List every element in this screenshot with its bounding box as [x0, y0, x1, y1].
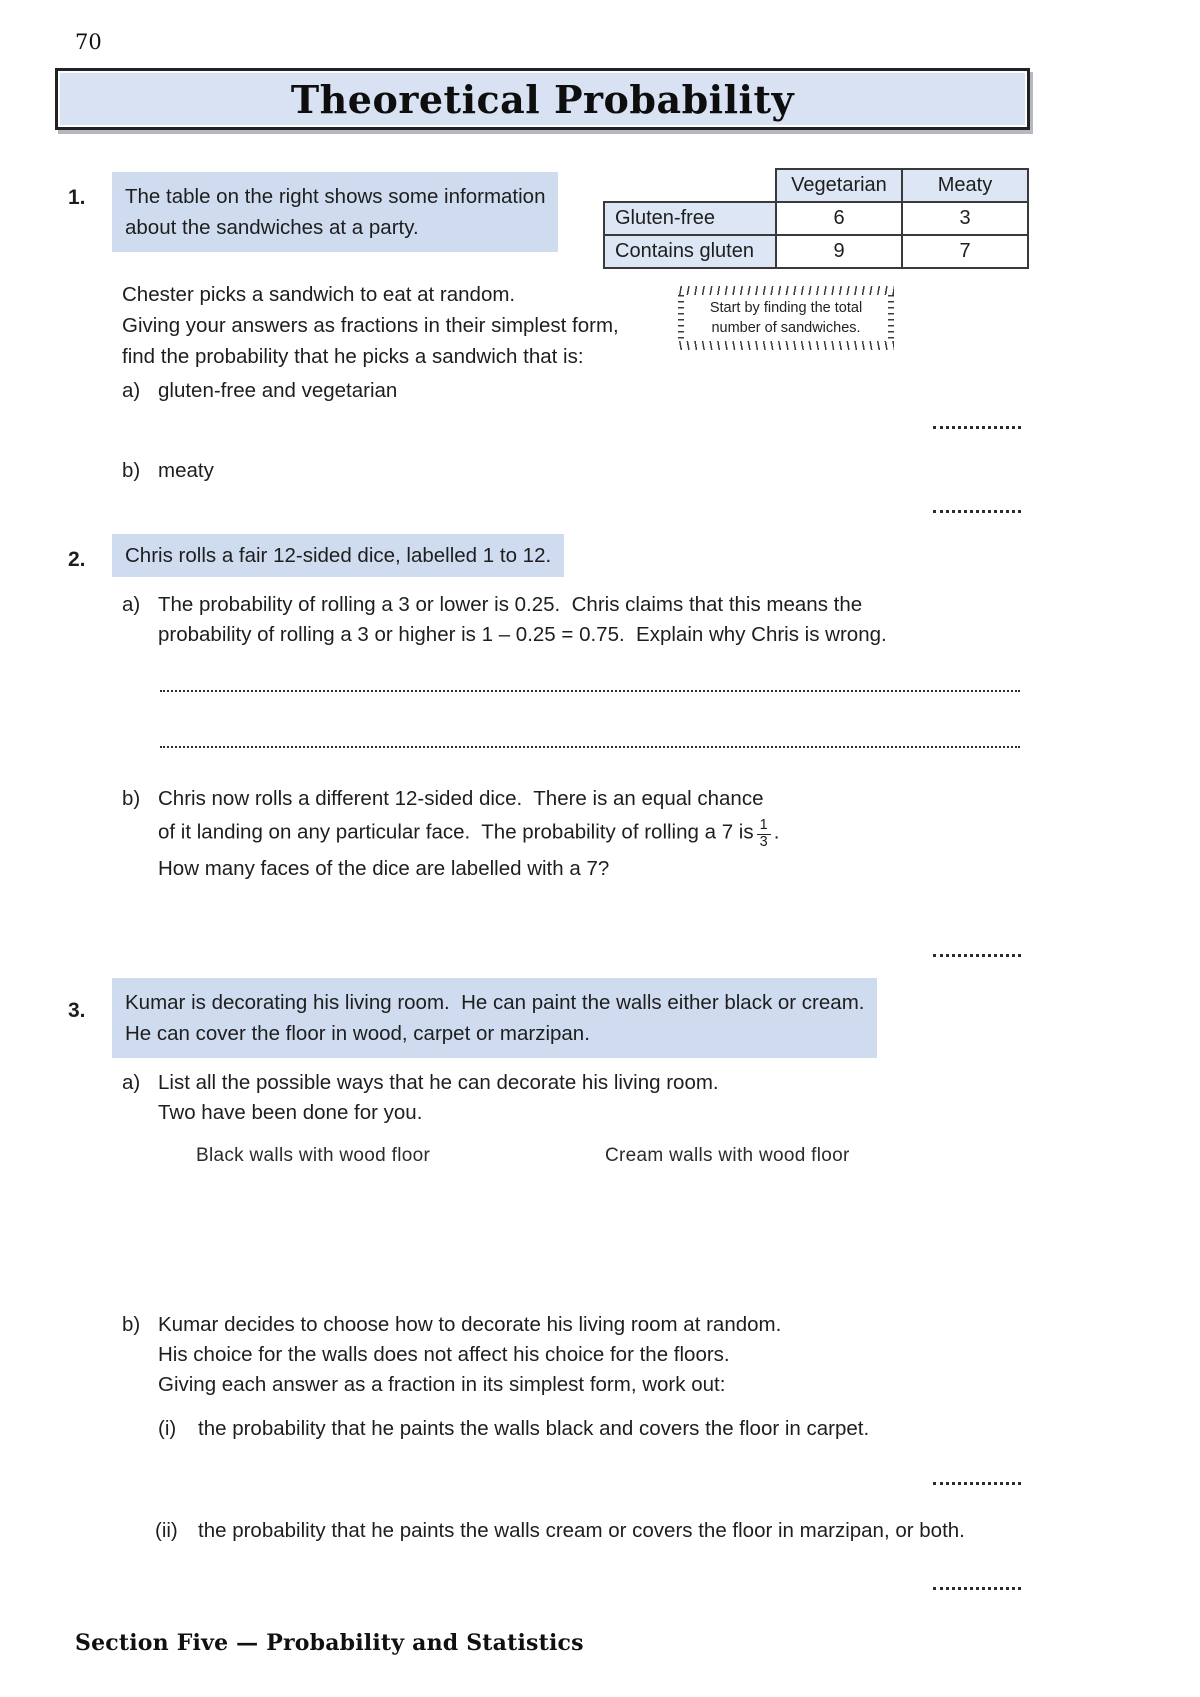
answer-line-q2a [160, 690, 1020, 692]
table-header-vegetarian: Vegetarian [776, 169, 902, 202]
hint-text: Start by finding the total number of sandwiches. [709, 299, 863, 336]
table-cell: 9 [776, 235, 902, 268]
question-3-highlight [112, 978, 877, 1058]
question-1b-label: b) [122, 459, 141, 482]
question-3a-line: List all the possible ways that he can decorate his living room. [158, 1071, 719, 1094]
question-2-number: 2. [68, 548, 86, 571]
table-blank-cell [604, 169, 776, 202]
table-header-meaty: Meaty [902, 169, 1028, 202]
answer-line-q1b [933, 510, 1021, 513]
question-2b-line-suffix: . [773, 820, 780, 844]
question-2a-line: The probability of rolling a 3 or lower is 0.25. Chris claims that this means the [158, 593, 863, 616]
question-2b-line-prefix: of it landing on any particular face. The probability of rolling a 7 is [158, 820, 754, 844]
question-1-number: 1. [68, 186, 86, 209]
question-1-body-line: find the probability that he picks a sandwich that is: [122, 345, 584, 368]
question-3a-label: a) [122, 1071, 141, 1094]
question-3-intro-line: He can cover the floor in wood, carpet or marzipan. [125, 1022, 590, 1045]
question-3-number: 3. [68, 999, 86, 1022]
question-2-intro-line: Chris rolls a fair 12-sided dice, labelled 1 to 12. [125, 544, 552, 567]
title-banner [55, 68, 1030, 130]
fraction-numerator: 1 [757, 818, 771, 835]
question-1a-label: a) [122, 379, 141, 402]
table-cell: 3 [902, 202, 1028, 235]
question-2a-label: a) [122, 593, 141, 616]
question-1b-text: meaty [158, 459, 214, 482]
section-footer: Section Five — Probability and Statistics [75, 1630, 584, 1656]
table-cell: 7 [902, 235, 1028, 268]
question-1-intro-line: The table on the right shows some information [125, 185, 546, 208]
answer-line-q2a [160, 746, 1020, 748]
hint-box [678, 286, 894, 350]
question-2-highlight [112, 534, 564, 577]
table-row [604, 202, 1028, 235]
answer-line-q3bi [933, 1482, 1021, 1485]
answer-line-q1a [933, 426, 1021, 429]
question-3b-i-label: (i) [158, 1417, 177, 1440]
page-number: 70 [75, 30, 102, 54]
example-answer: Cream walls with wood floor [605, 1145, 850, 1166]
question-2b-label: b) [122, 787, 141, 810]
question-3b-ii-text: the probability that he paints the walls cream or covers the floor in marzipan, or both. [198, 1519, 965, 1542]
question-2b-line: Chris now rolls a different 12-sided dice. There is an equal chance [158, 787, 764, 810]
fraction-one-third [757, 818, 771, 851]
question-3b-line: Giving each answer as a fraction in its simplest form, work out: [158, 1373, 726, 1396]
table-row-label: Gluten-free [604, 202, 776, 235]
question-3b-label: b) [122, 1313, 141, 1336]
answer-line-q3bii [933, 1587, 1021, 1590]
question-1-body-line: Chester picks a sandwich to eat at random. [122, 283, 516, 306]
question-1-intro-line: about the sandwiches at a party. [125, 216, 419, 239]
question-2b-line: How many faces of the dice are labelled with a 7? [158, 857, 610, 880]
question-3b-i-text: the probability that he paints the walls black and covers the floor in carpet. [198, 1417, 870, 1440]
question-3a-line: Two have been done for you. [158, 1101, 423, 1124]
question-3b-line: His choice for the walls does not affect his choice for the floors. [158, 1343, 730, 1366]
question-2b-line [158, 818, 779, 851]
table-header-row [604, 169, 1028, 202]
fraction-denominator: 3 [759, 833, 768, 850]
table-row-label: Contains gluten [604, 235, 776, 268]
table-cell: 6 [776, 202, 902, 235]
question-3-intro-line: Kumar is decorating his living room. He can paint the walls either black or cream. [125, 991, 865, 1014]
question-1a-text: gluten-free and vegetarian [158, 379, 398, 402]
page-title: Theoretical Probability [290, 76, 795, 122]
question-3b-ii-label: (ii) [155, 1519, 178, 1542]
question-3b-line: Kumar decides to choose how to decorate his living room at random. [158, 1313, 782, 1336]
answer-line-q2b [933, 954, 1021, 957]
question-1-highlight [112, 172, 558, 252]
sandwich-table [603, 168, 1029, 269]
table-row [604, 235, 1028, 268]
question-1-body-line: Giving your answers as fractions in their simplest form, [122, 314, 619, 337]
example-answer: Black walls with wood floor [196, 1145, 431, 1166]
question-2a-line: probability of rolling a 3 or higher is 1 – 0.25 = 0.75. Explain why Chris is wrong. [158, 623, 887, 646]
